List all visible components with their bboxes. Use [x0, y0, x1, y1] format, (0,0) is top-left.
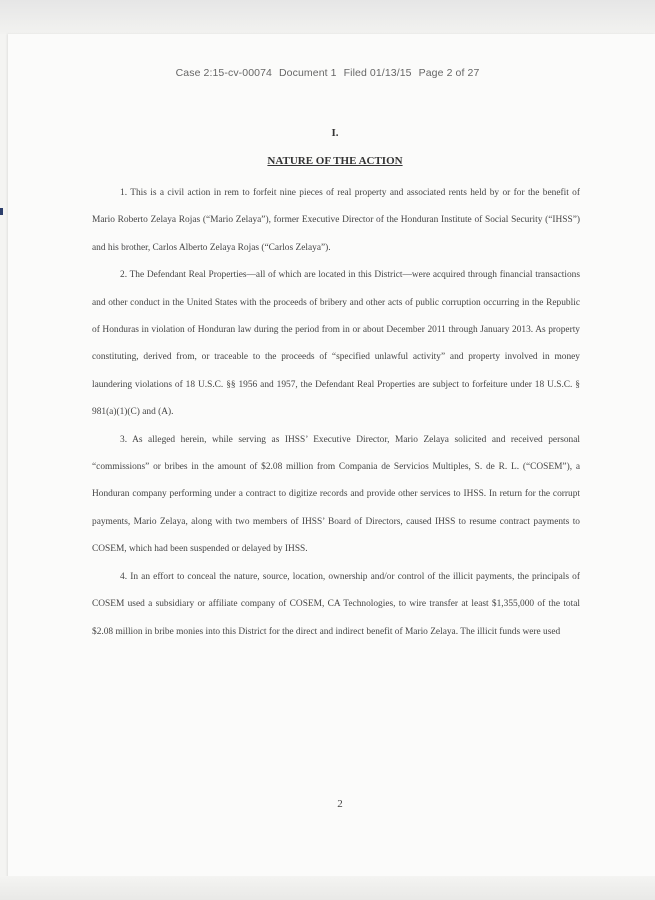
- case-header: [0, 67, 655, 79]
- section-number: I.: [331, 127, 339, 139]
- paragraph: 2. The Defendant Real Properties—all of which are located in this District—were acquired through financial transactions and other conduct in the United States with the proceeds of bribery and other acts of public corruption occurring in the Republic of Honduras in violation of Honduran law during the period from in or about December 2011 through January 2013. As property constituting, derived from, or traceable to the proceeds of “specified unlawful activity” and property involved in money laundering violations of 18 U.S.C. §§ 1956 and 1957, the Defendant Real Properties are subject to forfeiture under 18 U.S.C. § 981(a)(1)(C) and (A).: [92, 270, 580, 418]
- case-number: Case 2:15-cv-00074: [175, 67, 272, 79]
- paragraph: 1. This is a civil action in rem to forfeit nine pieces of real property and associated rents held by or for the benefit of Mario Roberto Zelaya Rojas (“Mario Zelaya”), former Executive Director of the Honduran Institute of Social Security (“IHSS”) and his brother, Carlos Alberto Zelaya Rojas (“Carlos Zelaya”).: [92, 188, 580, 253]
- filed-date: Filed 01/13/15: [343, 67, 412, 79]
- section-title: NATURE OF THE ACTION: [267, 155, 403, 167]
- document-label: Document 1: [279, 67, 337, 79]
- paragraph: 4. In an effort to conceal the nature, source, location, ownership and/or control of the illicit payments, the principals of COSEM used a subsidiary or affiliate company of COSEM, CA Technologies, to wire transfer at least $1,355,000 of the total $2.08 million in bribe monies into this District for the direct and indirect benefit of Mario Zelaya. The illicit funds were used: [92, 571, 580, 637]
- paragraph: 3. As alleged herein, while serving as IHSS’ Executive Director, Mario Zelaya solicited and received personal “commissions” or bribes in the amount of $2.08 million from Compania de Servicios Multiples, S. de R. L. (“COSEM”), a Honduran company performing under a contract to digitize records and provide other services to IHSS. In return for the corrupt payments, Mario Zelaya, along with two members of IHSS’ Board of Directors, caused IHSS to resume contract payments to COSEM, which had been suspended or delayed by IHSS.: [92, 434, 580, 555]
- body-text: [92, 180, 580, 646]
- page-number: 2: [337, 798, 343, 810]
- scan-margin-mark: [0, 208, 3, 215]
- scan-top-edge: [0, 0, 655, 34]
- scan-bottom-edge: [0, 876, 655, 900]
- page-count: Page 2 of 27: [418, 67, 480, 79]
